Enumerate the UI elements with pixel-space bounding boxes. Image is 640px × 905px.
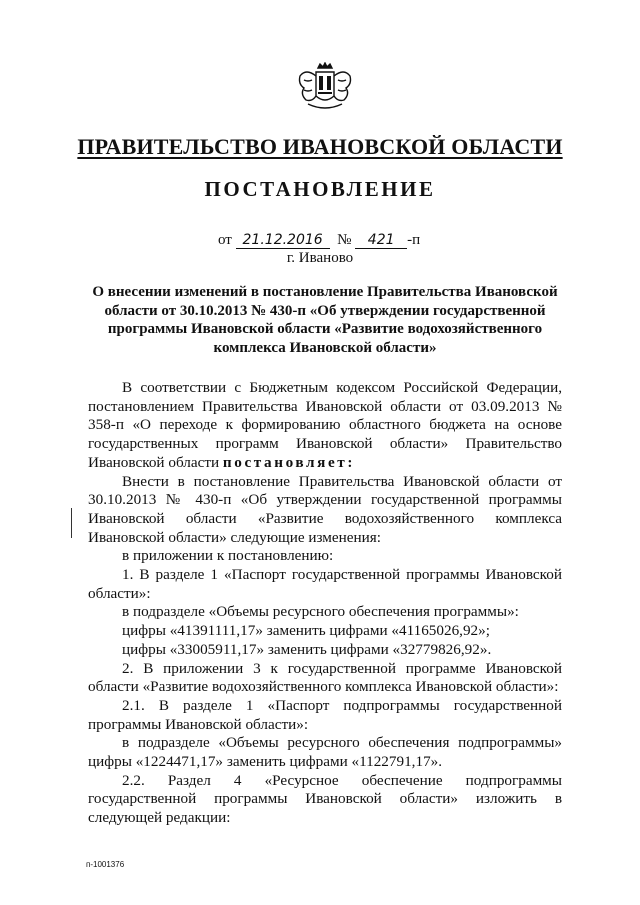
paragraph-2-2: 2.2. Раздел 4 «Ресурсное обеспечение подпрограммы государственной программы Ивановской области» изложить в следующей редакции: xyxy=(88,771,562,827)
document-body xyxy=(88,379,562,828)
number-label: № xyxy=(337,232,352,248)
date-line xyxy=(218,232,420,249)
paragraph-subsection: в подразделе «Объемы ресурсного обеспечения программы»: xyxy=(122,603,519,621)
document-date: 21.12.2016 xyxy=(236,233,330,249)
city: г. Иваново xyxy=(286,250,354,266)
paragraph-figures-2: цифры «33005911,17» заменить цифрами «32779826,92». xyxy=(122,640,492,658)
government-title: ПРАВИТЕЛЬСТВО ИВАНОВСКОЙ ОБЛАСТИ xyxy=(77,134,563,159)
paragraph-appendix-3: 2. В приложении 3 к государственной программе Ивановской области «Развитие водохозяйственного комплекса Ивановской области»: xyxy=(88,659,562,696)
paragraph-appendix: в приложении к постановлению: xyxy=(122,547,334,565)
paragraph-preamble: В соответствии с Бюджетным кодексом Российской Федерации, постановлением Правительства Ивановской области от 03.09.2013 № 358-п «О переходе к формированию областного бюджета на основе государственных программ Ивановской области» Правительство Ивановской области постановляет: xyxy=(88,379,562,471)
paragraph-section-1: 1. В разделе 1 «Паспорт государственной программы Ивановской области»: xyxy=(88,566,562,602)
footer-code: п-1001376 xyxy=(86,860,125,869)
paragraph-2-1: 2.1. В разделе 1 «Паспорт подпрограммы государственной программы Ивановской области»: xyxy=(88,696,562,733)
decree-word: постановляет: xyxy=(222,453,356,471)
paragraph-subprogram-volume: в подразделе «Объемы ресурсного обеспечения подпрограммы» цифры «1224471,17» заменить цифрами «1122791,17». xyxy=(88,734,562,771)
coat-of-arms-icon xyxy=(296,62,354,112)
margin-mark xyxy=(71,508,72,538)
document-type: ПОСТАНОВЛЕНИЕ xyxy=(204,177,436,201)
date-prefix: от xyxy=(218,232,232,248)
paragraph-amend: Внести в постановление Правительства Ивановской области от 30.10.2013 № 430-п «Об утверждении государственной программы Ивановской области «Развитие водохозяйственного комплекса Ивановской области» следующие изменения: xyxy=(88,472,562,546)
document-subject: О внесении изменений в постановление Правительства Ивановской области от 30.10.2013 № 430-п «Об утверждении государственной программы Ивановской области «Развитие водохозяйственного комплекса Ивановской области» xyxy=(92,284,558,356)
paragraph-figures-1: цифры «41391111,17» заменить цифрами «41165026,92»; xyxy=(122,622,490,640)
document-number: 421 xyxy=(355,233,407,249)
number-suffix: -п xyxy=(407,232,421,248)
